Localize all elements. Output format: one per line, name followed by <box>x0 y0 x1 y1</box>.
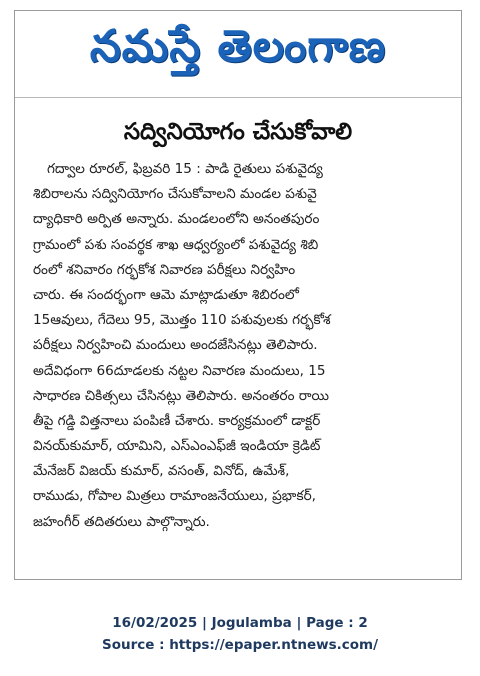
article-line: చారు. ఈ సందర్భంగా ఆమె మాట్లాడుతూ శిబిరంలో <box>33 286 299 303</box>
article-line: రంలో శనివారం గర్భకోశ నివారణ పరీక్షలు నిర్వహిం <box>33 261 296 278</box>
article-line: గ్రామంలో పశు సంవర్థక శాఖ ఆధ్వర్యంలో పశువైద్య శిబి <box>33 236 319 253</box>
newspaper-masthead: నమస్తే తెలంగాణ <box>89 21 387 72</box>
masthead-divider <box>15 97 461 98</box>
clipping-footer <box>0 612 480 656</box>
article-line: సాధారణ చికిత్సలు చేసినట్లు తెలిపారు. అనంతరం రాయి <box>33 387 330 404</box>
article-line: రాముడు, గోపాల మిత్రలు రామాంజనేయులు, ప్రభాకర్, <box>33 488 316 505</box>
article-line: ద్యాధికారి అర్పిత అన్నారు. మండలంలోని అనంతపురం <box>33 211 320 228</box>
source-link[interactable]: Source : https://epaper.ntnews.com/ <box>101 637 379 653</box>
article-headline: సద్వినియోగం చేసుకోవాలి <box>123 119 353 145</box>
article-line: శిబిరాలను సద్వినియోగం చేసుకోవాలని మండల పశువై <box>33 186 317 203</box>
article-line: తీపై గడ్డి విత్తనాలు పంపిణీ చేశారు. కార్యక్రమంలో డాక్టర్ <box>33 412 321 429</box>
article-line: పరీక్షలు నిర్వహించి మందులు అందజేసినట్లు తెలిపారు. <box>33 337 318 354</box>
article-line: జహంగీర్ తదితరులు పాల్గొన్నారు. <box>33 513 210 530</box>
edition-info: 16/02/2025 | Jogulamba | Page : 2 <box>112 615 368 631</box>
article-line: అదేవిధంగా 66దూడలకు నట్టల నివారణ మందులు, 15 <box>33 362 326 379</box>
article-line: వినయ్‌కుమార్, యామిని, ఎస్‌ఎంఎఫ్‌జీ ఇండియా క్రెడిట్ <box>33 438 321 455</box>
article-body <box>33 157 445 535</box>
article-line: గద్వాల రూరల్, ఫిబ్రవరి 15 : పాడి రైతులు పశువైద్య <box>47 161 323 177</box>
article-line: మేనేజర్ విజయ్ కుమార్, వసంత్, వినోద్, ఉమేశ్, <box>33 463 290 480</box>
newspaper-clipping <box>14 10 462 580</box>
article-line: 15ఆవులు, గేదెలు 95, మొత్తం 110 పశువులకు గర్భకోశ <box>33 312 331 329</box>
